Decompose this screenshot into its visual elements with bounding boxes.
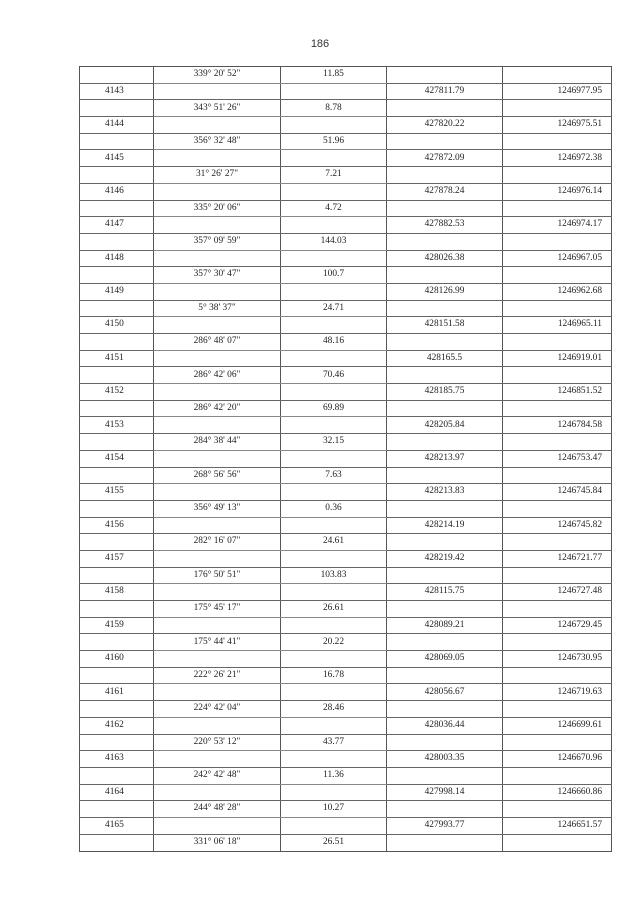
point-cell	[80, 667, 154, 684]
northing-cell: 428151.58	[387, 317, 503, 334]
easting-cell: 1246745.84	[503, 484, 612, 501]
northing-cell: 427882.53	[387, 217, 503, 234]
bearing-cell: 31° 26' 27"	[154, 167, 281, 184]
point-cell	[80, 233, 154, 250]
point-cell	[80, 334, 154, 351]
easting-cell: 1246670.96	[503, 751, 612, 768]
bearing-cell	[154, 651, 281, 668]
easting-cell	[503, 300, 612, 317]
bearing-cell: 357° 09' 59"	[154, 233, 281, 250]
distance-cell	[281, 217, 387, 234]
bearing-cell: 282° 16' 07"	[154, 534, 281, 551]
point-cell: 4157	[80, 550, 154, 567]
easting-cell: 1246784.58	[503, 417, 612, 434]
northing-cell: 427998.14	[387, 784, 503, 801]
bearing-cell	[154, 283, 281, 300]
distance-cell	[281, 150, 387, 167]
bearing-cell	[154, 317, 281, 334]
leg-row	[80, 667, 612, 684]
bearing-cell	[154, 417, 281, 434]
bearing-cell: 335° 20' 06"	[154, 200, 281, 217]
distance-cell	[281, 183, 387, 200]
northing-cell: 428126.99	[387, 283, 503, 300]
bearing-cell	[154, 183, 281, 200]
leg-row	[80, 167, 612, 184]
station-row	[80, 250, 612, 267]
distance-cell: 20.22	[281, 634, 387, 651]
distance-cell	[281, 283, 387, 300]
easting-cell: 1246976.14	[503, 183, 612, 200]
bearing-cell: 357° 30' 47"	[154, 267, 281, 284]
distance-cell	[281, 250, 387, 267]
point-cell: 4162	[80, 717, 154, 734]
distance-cell: 24.71	[281, 300, 387, 317]
leg-row	[80, 67, 612, 84]
station-row	[80, 651, 612, 668]
northing-cell: 428213.97	[387, 450, 503, 467]
station-row	[80, 717, 612, 734]
distance-cell: 100.7	[281, 267, 387, 284]
bearing-cell	[154, 717, 281, 734]
northing-cell: 428003.35	[387, 751, 503, 768]
easting-cell	[503, 167, 612, 184]
distance-cell: 7.63	[281, 467, 387, 484]
distance-cell	[281, 651, 387, 668]
point-cell: 4163	[80, 751, 154, 768]
northing-cell	[387, 434, 503, 451]
northing-cell	[387, 467, 503, 484]
easting-cell	[503, 801, 612, 818]
northing-cell	[387, 601, 503, 618]
distance-cell: 48.16	[281, 334, 387, 351]
distance-cell: 69.89	[281, 400, 387, 417]
northing-cell	[387, 801, 503, 818]
easting-cell	[503, 767, 612, 784]
northing-cell	[387, 300, 503, 317]
distance-cell	[281, 317, 387, 334]
point-cell	[80, 567, 154, 584]
bearing-cell	[154, 217, 281, 234]
leg-row	[80, 367, 612, 384]
distance-cell	[281, 684, 387, 701]
distance-cell	[281, 550, 387, 567]
easting-cell	[503, 100, 612, 117]
easting-cell: 1246729.45	[503, 617, 612, 634]
leg-row	[80, 801, 612, 818]
distance-cell: 8.78	[281, 100, 387, 117]
bearing-cell	[154, 751, 281, 768]
point-cell: 4154	[80, 450, 154, 467]
distance-cell	[281, 117, 387, 134]
bearing-cell: 242° 42' 48"	[154, 767, 281, 784]
distance-cell: 51.96	[281, 133, 387, 150]
leg-row	[80, 400, 612, 417]
northing-cell: 428089.21	[387, 617, 503, 634]
point-cell: 4156	[80, 517, 154, 534]
point-cell: 4161	[80, 684, 154, 701]
point-cell: 4150	[80, 317, 154, 334]
distance-cell	[281, 751, 387, 768]
easting-cell: 1246727.48	[503, 584, 612, 601]
station-row	[80, 350, 612, 367]
bearing-cell: 339° 20' 52"	[154, 67, 281, 84]
distance-cell: 32.15	[281, 434, 387, 451]
easting-cell	[503, 233, 612, 250]
northing-cell: 428213.83	[387, 484, 503, 501]
distance-cell: 0.36	[281, 500, 387, 517]
easting-cell	[503, 667, 612, 684]
distance-cell: 7.21	[281, 167, 387, 184]
point-cell	[80, 500, 154, 517]
easting-cell: 1246919.01	[503, 350, 612, 367]
point-cell	[80, 601, 154, 618]
distance-cell	[281, 83, 387, 100]
station-row	[80, 150, 612, 167]
distance-cell	[281, 484, 387, 501]
point-cell	[80, 801, 154, 818]
point-cell: 4155	[80, 484, 154, 501]
leg-row	[80, 534, 612, 551]
easting-cell: 1246721.77	[503, 550, 612, 567]
bearing-cell: 286° 42' 06"	[154, 367, 281, 384]
leg-row	[80, 701, 612, 718]
bearing-cell	[154, 550, 281, 567]
northing-cell: 428205.84	[387, 417, 503, 434]
page-number: 186	[310, 38, 330, 50]
bearing-cell: 224° 42' 04"	[154, 701, 281, 718]
easting-cell: 1246660.86	[503, 784, 612, 801]
easting-cell: 1246699.61	[503, 717, 612, 734]
point-cell	[80, 634, 154, 651]
point-cell: 4146	[80, 183, 154, 200]
bearing-cell	[154, 250, 281, 267]
easting-cell	[503, 133, 612, 150]
northing-cell: 427872.09	[387, 150, 503, 167]
station-row	[80, 117, 612, 134]
easting-cell	[503, 734, 612, 751]
easting-cell	[503, 67, 612, 84]
easting-cell	[503, 400, 612, 417]
distance-cell	[281, 450, 387, 467]
point-cell: 4143	[80, 83, 154, 100]
bearing-cell	[154, 817, 281, 834]
leg-row	[80, 567, 612, 584]
bearing-cell: 343° 51' 26"	[154, 100, 281, 117]
station-row	[80, 384, 612, 401]
northing-cell	[387, 200, 503, 217]
northing-cell: 428115.75	[387, 584, 503, 601]
easting-cell	[503, 367, 612, 384]
leg-row	[80, 100, 612, 117]
northing-cell	[387, 567, 503, 584]
bearing-cell: 356° 32' 48"	[154, 133, 281, 150]
easting-cell: 1246651.57	[503, 817, 612, 834]
point-cell: 4159	[80, 617, 154, 634]
point-cell: 4164	[80, 784, 154, 801]
distance-cell: 103.83	[281, 567, 387, 584]
distance-cell: 11.36	[281, 767, 387, 784]
bearing-cell: 175° 45' 17"	[154, 601, 281, 618]
bearing-cell	[154, 784, 281, 801]
leg-row	[80, 767, 612, 784]
point-cell: 4160	[80, 651, 154, 668]
station-row	[80, 83, 612, 100]
bearing-cell	[154, 684, 281, 701]
point-cell	[80, 434, 154, 451]
point-cell: 4145	[80, 150, 154, 167]
bearing-cell: 284° 38' 44"	[154, 434, 281, 451]
distance-cell	[281, 784, 387, 801]
easting-cell: 1246730.95	[503, 651, 612, 668]
station-row	[80, 517, 612, 534]
northing-cell	[387, 534, 503, 551]
bearing-cell	[154, 83, 281, 100]
easting-cell	[503, 334, 612, 351]
easting-cell: 1246851.52	[503, 384, 612, 401]
bearing-cell	[154, 150, 281, 167]
leg-row	[80, 133, 612, 150]
distance-cell	[281, 417, 387, 434]
station-row	[80, 450, 612, 467]
distance-cell	[281, 584, 387, 601]
easting-cell	[503, 500, 612, 517]
northing-cell	[387, 701, 503, 718]
point-cell	[80, 734, 154, 751]
station-row	[80, 784, 612, 801]
point-cell: 4152	[80, 384, 154, 401]
point-cell: 4149	[80, 283, 154, 300]
easting-cell	[503, 634, 612, 651]
distance-cell	[281, 384, 387, 401]
point-cell	[80, 200, 154, 217]
point-cell	[80, 834, 154, 851]
distance-cell: 16.78	[281, 667, 387, 684]
northing-cell	[387, 767, 503, 784]
easting-cell	[503, 434, 612, 451]
point-cell: 4158	[80, 584, 154, 601]
bearing-cell: 286° 42' 20"	[154, 400, 281, 417]
station-row	[80, 817, 612, 834]
point-cell: 4148	[80, 250, 154, 267]
northing-cell	[387, 167, 503, 184]
bearing-cell: 176° 50' 51"	[154, 567, 281, 584]
leg-row	[80, 734, 612, 751]
station-row	[80, 617, 612, 634]
point-cell	[80, 534, 154, 551]
northing-cell	[387, 100, 503, 117]
bearing-cell	[154, 617, 281, 634]
easting-cell: 1246753.47	[503, 450, 612, 467]
northing-cell: 428056.67	[387, 684, 503, 701]
bearing-cell: 244° 48' 28"	[154, 801, 281, 818]
northing-cell: 428026.38	[387, 250, 503, 267]
distance-cell: 70.46	[281, 367, 387, 384]
northing-cell: 428165.5	[387, 350, 503, 367]
northing-cell	[387, 233, 503, 250]
northing-cell	[387, 634, 503, 651]
table-body	[80, 67, 612, 852]
station-row	[80, 751, 612, 768]
northing-cell	[387, 734, 503, 751]
distance-cell: 10.27	[281, 801, 387, 818]
point-cell: 4147	[80, 217, 154, 234]
northing-cell	[387, 500, 503, 517]
easting-cell	[503, 834, 612, 851]
easting-cell: 1246974.17	[503, 217, 612, 234]
leg-row	[80, 467, 612, 484]
bearing-cell	[154, 117, 281, 134]
northing-cell	[387, 667, 503, 684]
point-cell: 4144	[80, 117, 154, 134]
point-cell: 4151	[80, 350, 154, 367]
easting-cell: 1246975.51	[503, 117, 612, 134]
point-cell	[80, 133, 154, 150]
northing-cell	[387, 334, 503, 351]
easting-cell	[503, 267, 612, 284]
station-row	[80, 417, 612, 434]
leg-row	[80, 601, 612, 618]
leg-row	[80, 500, 612, 517]
station-row	[80, 684, 612, 701]
bearing-cell	[154, 450, 281, 467]
easting-cell	[503, 534, 612, 551]
point-cell	[80, 467, 154, 484]
bearing-cell: 222° 26' 21"	[154, 667, 281, 684]
leg-row	[80, 200, 612, 217]
leg-row	[80, 434, 612, 451]
bearing-cell: 5° 38' 37"	[154, 300, 281, 317]
northing-cell: 428219.42	[387, 550, 503, 567]
distance-cell	[281, 817, 387, 834]
point-cell	[80, 767, 154, 784]
northing-cell	[387, 367, 503, 384]
survey-coordinates-table	[79, 66, 611, 852]
bearing-cell: 220° 53' 12"	[154, 734, 281, 751]
leg-row	[80, 300, 612, 317]
northing-cell	[387, 400, 503, 417]
easting-cell: 1246965.11	[503, 317, 612, 334]
distance-cell: 43.77	[281, 734, 387, 751]
station-row	[80, 484, 612, 501]
easting-cell: 1246977.95	[503, 83, 612, 100]
bearing-cell: 268° 56' 56"	[154, 467, 281, 484]
northing-cell	[387, 67, 503, 84]
northing-cell: 428036.44	[387, 717, 503, 734]
distance-cell: 26.61	[281, 601, 387, 618]
station-row	[80, 217, 612, 234]
bearing-cell	[154, 584, 281, 601]
easting-cell: 1246962.68	[503, 283, 612, 300]
point-cell	[80, 267, 154, 284]
distance-cell: 28.46	[281, 701, 387, 718]
station-row	[80, 584, 612, 601]
northing-cell: 427993.77	[387, 817, 503, 834]
easting-cell: 1246967.05	[503, 250, 612, 267]
point-cell	[80, 300, 154, 317]
easting-cell	[503, 467, 612, 484]
bearing-cell	[154, 517, 281, 534]
easting-cell	[503, 601, 612, 618]
easting-cell	[503, 701, 612, 718]
distance-cell	[281, 717, 387, 734]
easting-cell: 1246719.63	[503, 684, 612, 701]
northing-cell: 428185.75	[387, 384, 503, 401]
point-cell: 4153	[80, 417, 154, 434]
distance-cell: 144.03	[281, 233, 387, 250]
station-row	[80, 317, 612, 334]
northing-cell: 428214.19	[387, 517, 503, 534]
easting-cell	[503, 200, 612, 217]
bearing-cell: 331° 06' 18"	[154, 834, 281, 851]
distance-cell: 11.85	[281, 67, 387, 84]
northing-cell: 427878.24	[387, 183, 503, 200]
easting-cell: 1246972.38	[503, 150, 612, 167]
point-cell	[80, 701, 154, 718]
distance-cell: 4.72	[281, 200, 387, 217]
distance-cell	[281, 350, 387, 367]
northing-cell	[387, 834, 503, 851]
bearing-cell	[154, 350, 281, 367]
northing-cell: 428069.05	[387, 651, 503, 668]
station-row	[80, 283, 612, 300]
leg-row	[80, 334, 612, 351]
northing-cell	[387, 133, 503, 150]
station-row	[80, 183, 612, 200]
distance-cell: 24.61	[281, 534, 387, 551]
distance-cell	[281, 617, 387, 634]
station-row	[80, 550, 612, 567]
bearing-cell: 286° 48' 07"	[154, 334, 281, 351]
distance-cell	[281, 517, 387, 534]
bearing-cell: 175° 44' 41"	[154, 634, 281, 651]
leg-row	[80, 233, 612, 250]
easting-cell	[503, 567, 612, 584]
leg-row	[80, 267, 612, 284]
leg-row	[80, 634, 612, 651]
bearing-cell	[154, 484, 281, 501]
distance-cell: 26.51	[281, 834, 387, 851]
leg-row	[80, 834, 612, 851]
point-cell	[80, 367, 154, 384]
point-cell: 4165	[80, 817, 154, 834]
bearing-cell: 356° 49' 13"	[154, 500, 281, 517]
northing-cell: 427811.79	[387, 83, 503, 100]
point-cell	[80, 100, 154, 117]
bearing-cell	[154, 384, 281, 401]
point-cell	[80, 67, 154, 84]
point-cell	[80, 167, 154, 184]
northing-cell: 427820.22	[387, 117, 503, 134]
easting-cell: 1246745.82	[503, 517, 612, 534]
point-cell	[80, 400, 154, 417]
northing-cell	[387, 267, 503, 284]
